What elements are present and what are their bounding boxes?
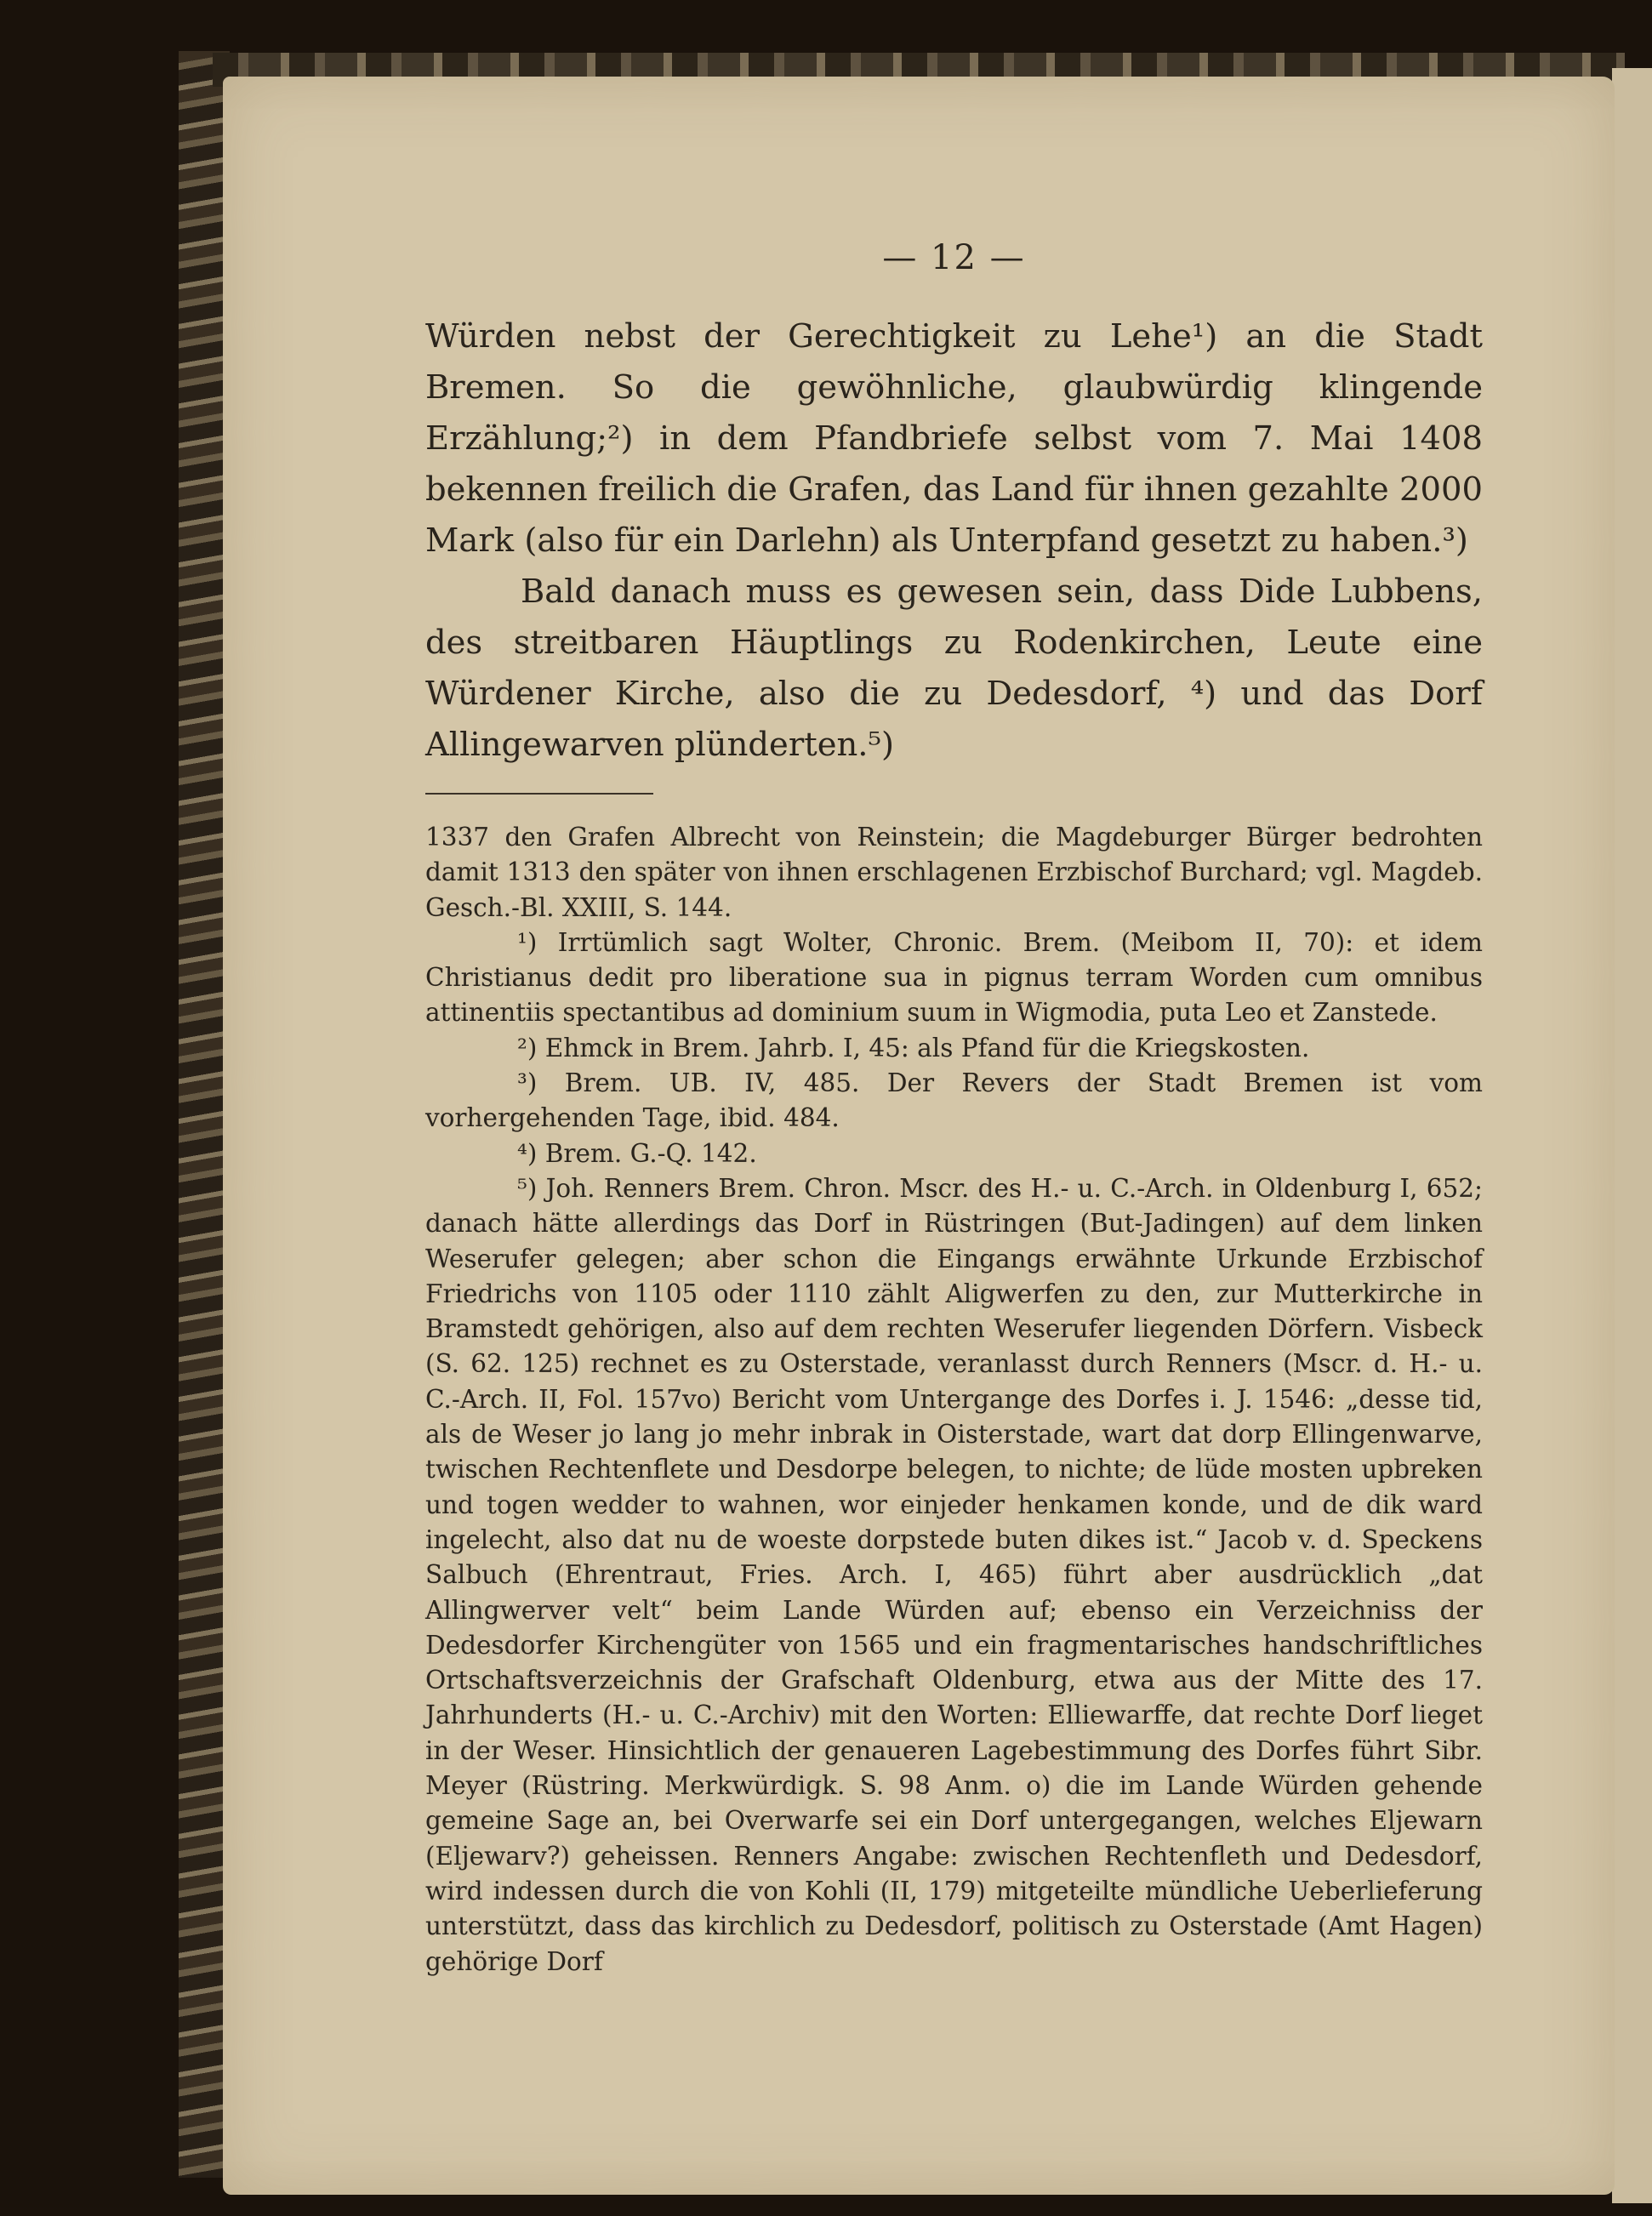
book-spine	[179, 51, 230, 2178]
page-content	[425, 238, 1483, 1980]
footnote-1: ¹) Irrtümlich sagt Wolter, Chronic. Brem. (Meibom II, 70): et idem Christianus dedit pro liberatione sua in pignus terram Worden cum omnibus attinentiis spectantibus ad dominium suum in Wigmodia, puta Leo et Zanstede.	[425, 927, 1483, 1028]
main-text	[425, 311, 1483, 771]
main-paragraph-1: Würden nebst der Gerechtigkeit zu Lehe¹) an die Stadt Bremen. So die gewöhnliche, glaubwürdig klingende Erzählung;²) in dem Pfandbriefe selbst vom 7. Mai 1408 bekennen freilich die Grafen, das Land für ihnen gezahlte 2000 Mark (also für ein Darlehn) als Unterpfand gesetzt zu haben.³)	[425, 317, 1483, 560]
footnote-separator	[425, 793, 653, 795]
footnote-2: ²) Ehmck in Brem. Jahrb. I, 45: als Pfand für die Kriegskosten.	[517, 1033, 1310, 1062]
facing-page-edge	[1612, 68, 1652, 2203]
page-number: — 12 —	[882, 238, 1026, 277]
main-paragraph-2: Bald danach muss es gewesen sein, dass Dide Lubbens, des streitbaren Häuptlings zu Rodenkirchen, Leute eine Würdener Kirche, also die zu Dedesdorf, ⁴) und das Dorf Allingewarven plünderten.⁵)	[425, 573, 1483, 764]
footnote-continuation: 1337 den Grafen Albrecht von Reinstein; die Magdeburger Bürger bedrohten damit 1313 den später von ihnen erschlagenen Erzbischof Burchard; vgl. Magdeb. Gesch.-Bl. XXIII, S. 144.	[425, 823, 1483, 922]
footnote-5: ⁵) Joh. Renners Brem. Chron. Mscr. des H.- u. C.-Arch. in Oldenburg I, 652; danach hätte allerdings das Dorf in Rüstringen (But-Jadingen) auf dem linken Weserufer gelegen; aber schon die Eingangs erwähnte Urkunde Erzbischof Friedrichs von 1105 oder 1110 zählt Aligwerfen zu den, zur Mutterkirche in Bramstedt gehörigen, also auf dem rechten Weserufer liegenden Dörfern. Visbeck (S. 62. 125) rechnet es zu Osterstade, veranlasst durch Renners (Mscr. d. H.- u. C.-Arch. II, Fol. 157vo) Bericht vom Untergange des Dorfes i. J. 1546: „desse tid, als de Weser jo lang jo mehr inbrak in Oisterstade, wart dat dorp Ellingenwarve, twischen Rechtenflete und Desdorpe belegen, to nichte; de lüde mosten upbreken und togen wedder to wahnen, wor einjeder henkamen konde, und de dik ward ingelecht, also dat nu de woeste dorpstede buten dikes ist.“ Jacob v. d. Speckens Salbuch (Ehrentraut, Fries. Arch. I, 465) führt aber ausdrücklich „dat Allingwerver velt“ beim Lande Würden auf; ebenso ein Verzeichniss der Dedesdorfer Kirchengüter von 1565 und ein fragmentarisches handschriftliches Ortschaftsverzeichnis der Grafschaft Oldenburg, etwa aus der Mitte des 17. Jahrhunderts (H.- u. C.-Archiv) mit den Worten: Elliewarffe, dat rechte Dorf lieget in der Weser. Hinsichtlich der genaueren Lagebestimmung des Dorfes führt Sibr. Meyer (Rüstring. Merkwürdigk. S. 98 Anm. o) die im Lande Würden gehende gemeine Sage an, bei Overwarfe sei ein Dorf untergegangen, welches Eljewarn (Eljewarv?) geheissen. Renners Angabe: zwischen Rechtenfleth und Dedesdorf, wird indessen durch die von Kohli (II, 179) mitgeteilte mündliche Ueberlieferung unterstützt, dass das kirchlich zu Dedesdorf, politisch zu Osterstade (Amt Hagen) gehörige Dorf	[425, 1173, 1483, 1976]
footnotes	[425, 820, 1483, 1980]
footnote-4: ⁴) Brem. G.-Q. 142.	[517, 1138, 757, 1168]
footnote-3: ³) Brem. UB. IV, 485. Der Revers der Stadt Bremen ist vom vorhergehenden Tage, ibid. 484.	[425, 1068, 1483, 1133]
